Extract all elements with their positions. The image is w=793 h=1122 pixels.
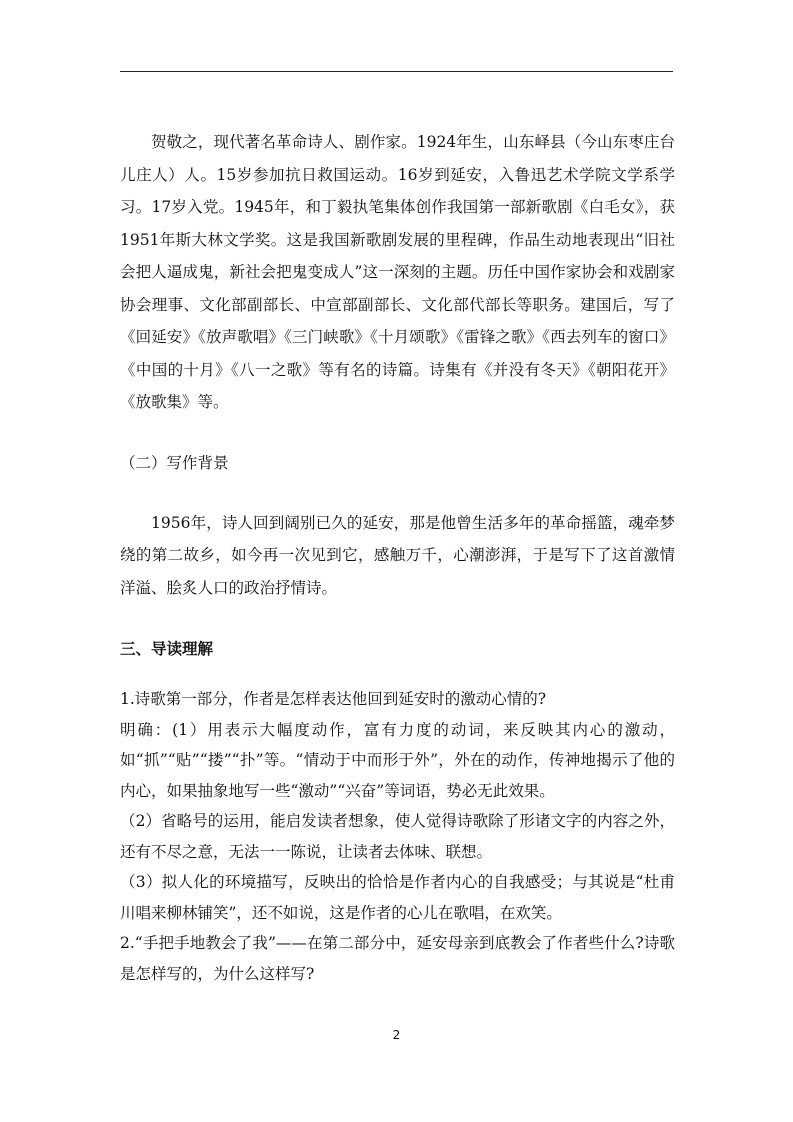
writing-background-paragraph: 1956年，诗人回到阔别已久的延安，那是他曾生活多年的革命摇篮，魂牵梦绕的第二故乡，如今再一次见到它，感触万千，心潮澎湃，于是写下了这首激情洋溢、脍炙人口的政治抒情诗。 — [120, 513, 675, 597]
author-bio-paragraph: 贺敬之，现代著名革命诗人、剧作家。1924年生，山东峄县（今山东枣庄台儿庄人）人。15岁参加抗日救国运动。16岁到延安，入鲁迅艺术学院文学系学习。17岁入党。1945年，和丁毅执笔集体创作我国第一部新歌剧《白毛女》，获1951年斯大林文学奖。这是我国新歌剧发展的里程碑，作品生动地表现出“旧社会把人逼成鬼，新社会把鬼变成人”这一深刻的主题。历任中国作家协会和戏剧家协会理事、文化部副部长、中宣部副部长、文化部代部长等职务。建国后，写了《回延安》《放声歌唱》《三门峡歌》《十月颂歌》《雷锋之歌》《西去列车的窗口》《中国的十月》《八一之歌》等有名的诗篇。诗集有《并没有冬天》《朝阳花开》《放歌集》等。 — [120, 133, 675, 411]
question-1: 1.诗歌第一部分，作者是怎样表达他回到延安时的激动心情的? — [120, 690, 547, 708]
guide-qa — [120, 684, 675, 989]
answer-1-part-3: （3）拟人化的环境描写，反映出的恰恰是作者内心的自我感受；与其说是“杜甫川唱来柳林铺笑”，还不如说，这是作者的心儿在歌唱，在欢笑。 — [120, 873, 675, 922]
section-heading-guide: 三、导读理解 — [120, 640, 214, 658]
page-body — [120, 126, 675, 989]
page-number: 2 — [392, 1028, 401, 1042]
answer-1-part-2: （2）省略号的运用，能启发读者想象，使人觉得诗歌除了形诸文字的内容之外，还有不尽之意，无法一一陈说，让读者去体味、联想。 — [120, 812, 675, 861]
question-2: 2.“手把手地教会了我”——在第二部分中，延安母亲到底教会了作者些什么?诗歌是怎样写的，为什么这样写? — [120, 934, 675, 983]
header-rule — [120, 71, 673, 72]
answer-1-part-1: 明确：(1）用表示大幅度动作，富有力度的动词，来反映其内心的激动，如“抓”“贴”“搂”“扑”等。“情动于中而形于外”，外在的动作，传神地揭示了他的内心，如果抽象地写一些“激动”“兴奋”等词语，势必无此效果。 — [120, 720, 675, 800]
writing-background-heading: （二）写作背景 — [120, 453, 229, 472]
